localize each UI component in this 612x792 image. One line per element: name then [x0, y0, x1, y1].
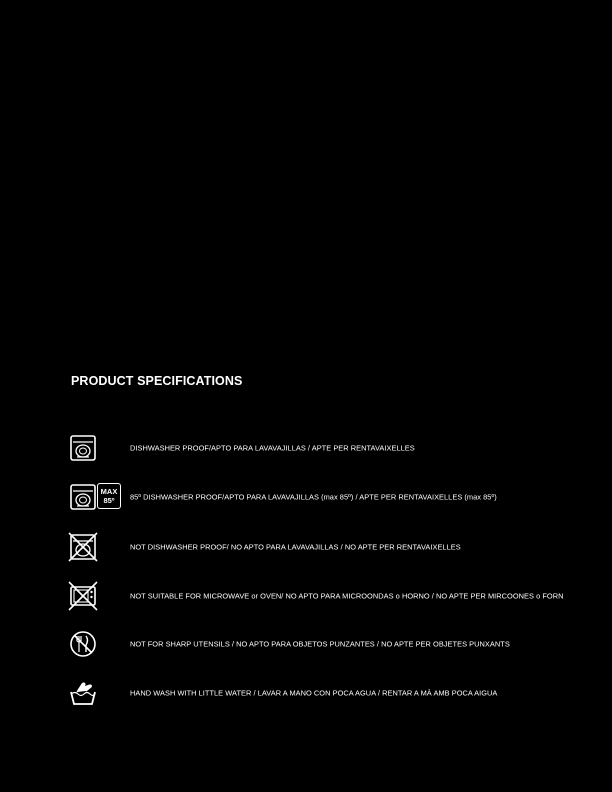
- spec-text: HAND WASH WITH LITTLE WATER / LAVAR A MANO CON POCA AGUA / RENTAR A MÀ AMB POCA AIGUA: [130, 688, 498, 698]
- badge-temperature-label: 85º: [103, 496, 115, 505]
- spec-row-hand-wash: [68, 678, 598, 708]
- not-microwave-oven-icon: [68, 581, 98, 611]
- not-dishwasher-proof-icon: [68, 532, 98, 562]
- spec-text: NOT DISHWASHER PROOF/ NO APTO PARA LAVAVAJILLAS / NO APTE PER RENTAVAIXELLES: [130, 542, 461, 552]
- spec-text: NOT SUITABLE FOR MICROWAVE or OVEN/ NO APTO PARA MICROONDAS o HORNO / NO APTE PER MIRCOONES o FORN: [130, 591, 564, 601]
- spec-text: 85º DISHWASHER PROOF/APTO PARA LAVAVAJILLAS (max 85º) / APTE PER RENTAVAIXELLES (max 85º): [130, 492, 497, 502]
- hand-wash-icon: [68, 678, 98, 708]
- spec-row-no-sharp-utensils: [68, 629, 598, 659]
- spec-row-dishwasher-max-85: [68, 482, 598, 512]
- spec-row-not-microwave-oven: [68, 581, 598, 611]
- max-temperature-badge: [97, 483, 121, 509]
- spec-text: DISHWASHER PROOF/APTO PARA LAVAVAJILLAS / APTE PER RENTAVAIXELLES: [130, 443, 415, 453]
- dishwasher-proof-icon: [68, 433, 98, 463]
- spec-row-not-dishwasher-proof: [68, 532, 598, 562]
- spec-text: NOT FOR SHARP UTENSILS / NO APTO PARA OBJETOS PUNZANTES / NO APTE PER OBJETES PUNXANTS: [130, 639, 510, 649]
- page-title: PRODUCT SPECIFICATIONS: [71, 374, 243, 388]
- no-sharp-utensils-icon: [68, 629, 98, 659]
- badge-max-label: MAX: [100, 487, 118, 496]
- dishwasher-max-85-icon: [68, 482, 124, 512]
- spec-row-dishwasher-proof: [68, 433, 598, 463]
